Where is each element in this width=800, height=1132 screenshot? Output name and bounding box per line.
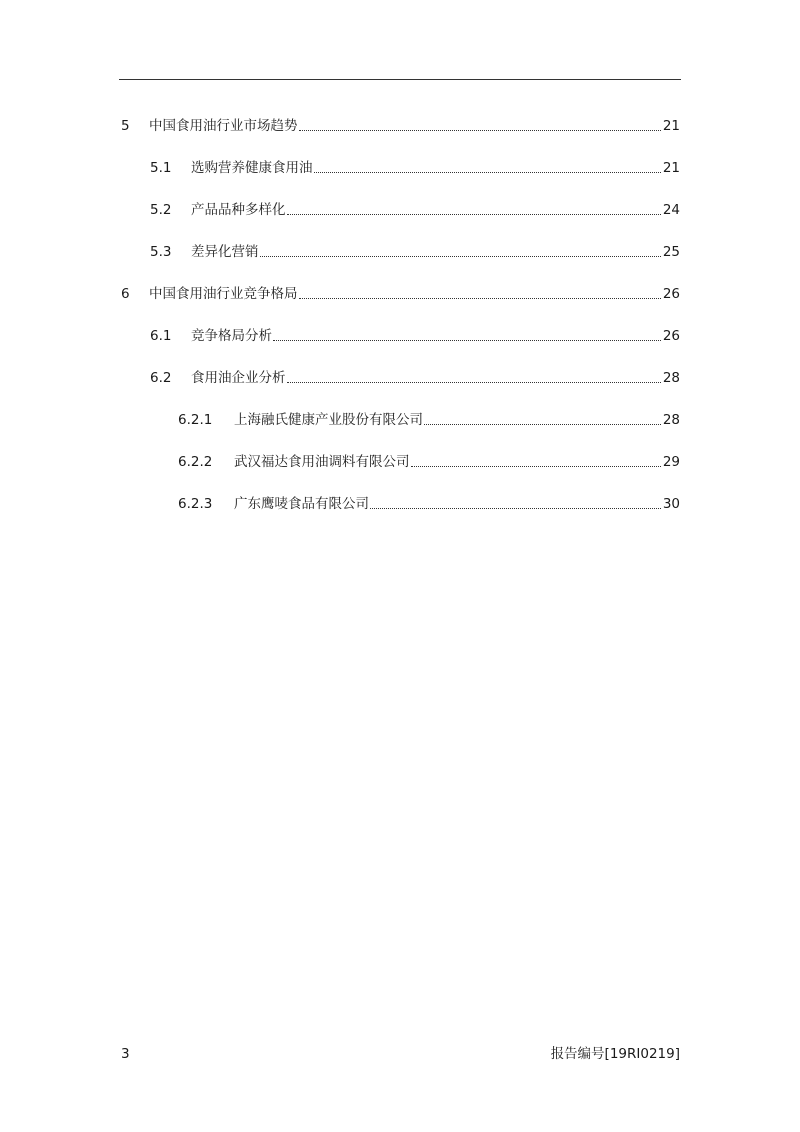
toc-entry-6-2[interactable]: [150, 368, 680, 388]
toc-entry-page: 26: [662, 286, 680, 302]
toc-entry-page: 29: [662, 454, 680, 470]
toc-entry-title: 武汉福达食用油调料有限公司: [234, 454, 410, 470]
toc-entry-title: 中国食用油行业市场趋势: [149, 118, 298, 134]
toc-entry-number: 6.1: [150, 328, 172, 344]
header-rule: [119, 79, 681, 80]
toc-entry-page: 21: [662, 118, 680, 134]
toc-dot-leader: [370, 508, 661, 509]
toc-entry-6-2-1[interactable]: [178, 410, 680, 430]
toc-entry-title: 选购营养健康食用油: [191, 160, 313, 176]
toc-entry-5-3[interactable]: [150, 242, 680, 262]
toc-entry-page: 28: [662, 370, 680, 386]
footer-report-id: 报告编号[19RI0219]: [550, 1046, 680, 1062]
toc-entry-6-2-2[interactable]: [178, 452, 680, 472]
toc-entry-5[interactable]: [121, 116, 680, 136]
toc-dot-leader: [299, 298, 661, 299]
toc-entry-number: 6.2.1: [178, 412, 213, 428]
toc-entry-page: 24: [662, 202, 680, 218]
toc-entry-number: 6.2.2: [178, 454, 213, 470]
toc-entry-6[interactable]: [121, 284, 680, 304]
toc-entry-number: 5.1: [150, 160, 172, 176]
toc-entry-number: 6.2: [150, 370, 172, 386]
toc-entry-title: 食用油企业分析: [191, 370, 286, 386]
toc-entry-number: 6.2.3: [178, 496, 213, 512]
toc-entry-title: 上海融氏健康产业股份有限公司: [234, 412, 423, 428]
toc-entry-title: 竞争格局分析: [191, 328, 272, 344]
toc-dot-leader: [411, 466, 661, 467]
toc-dot-leader: [260, 256, 661, 257]
toc-entry-5-2[interactable]: [150, 200, 680, 220]
toc-entry-6-2-3[interactable]: [178, 494, 680, 514]
footer-page-number: 3: [121, 1046, 130, 1062]
toc-entry-title: 广东鹰唛食品有限公司: [234, 496, 369, 512]
toc-dot-leader: [287, 382, 661, 383]
toc-entry-page: 26: [662, 328, 680, 344]
toc-entry-number: 5: [121, 118, 130, 134]
toc-dot-leader: [273, 340, 661, 341]
toc-dot-leader: [287, 214, 661, 215]
toc-entry-page: 30: [662, 496, 680, 512]
toc-entry-page: 21: [662, 160, 680, 176]
toc-dot-leader: [314, 172, 661, 173]
toc-entry-number: 6: [121, 286, 130, 302]
toc-dot-leader: [424, 424, 661, 425]
toc-entry-5-1[interactable]: [150, 158, 680, 178]
toc-entry-number: 5.3: [150, 244, 172, 260]
toc-entry-6-1[interactable]: [150, 326, 680, 346]
toc-dot-leader: [299, 130, 661, 131]
toc-entry-title: 中国食用油行业竞争格局: [149, 286, 298, 302]
toc-entry-page: 28: [662, 412, 680, 428]
toc-entry-number: 5.2: [150, 202, 172, 218]
toc-entry-title: 产品品种多样化: [191, 202, 286, 218]
toc-entry-title: 差异化营销: [191, 244, 259, 260]
toc-entry-page: 25: [662, 244, 680, 260]
